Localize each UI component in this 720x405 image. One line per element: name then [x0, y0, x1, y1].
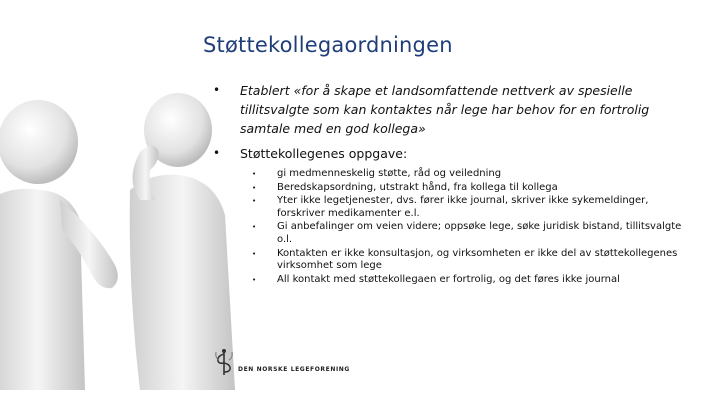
bullet-icon: • — [252, 249, 257, 258]
list-item: • Etablert «for å skape et landsomfattende nettverk av spesielle tillitsvalgte som kan kontaktes når lege har behov for en fortrolig samtale med en god kollega» — [213, 83, 650, 136]
bullet-icon: • — [252, 275, 257, 284]
two-figures-illustration — [0, 90, 240, 390]
list-item: • Kontakten er ikke konsultasjon, og virksomheten er ikke del av støttekollegenes virksomhet som lege — [252, 247, 678, 272]
bullet-icon: • — [252, 197, 257, 206]
bullet-icon: • — [213, 83, 221, 97]
list-item: • Beredskapsordning, utstrakt hånd, fra kollega til kollega — [252, 181, 558, 193]
bullet-icon: • — [252, 183, 257, 192]
slide-title: Støttekollegaordningen — [203, 33, 453, 57]
bullet-icon: • — [252, 223, 257, 232]
bullet-list — [213, 81, 693, 163]
legeforening-logo-icon — [213, 348, 235, 376]
list-item: • Støttekollegenes oppgave: — [213, 146, 408, 161]
list-item: • Gi anbefalinger om veien videre; oppsøke lege, søke juridisk bistand, tillitsvalgte o.l. — [252, 221, 682, 245]
list-item: • gi medmenneskelig støtte, råd og veiledning — [252, 168, 502, 179]
sub-bullet-list — [252, 168, 692, 287]
left-figure-icon — [0, 100, 118, 390]
bullet-icon: • — [252, 170, 257, 178]
bullet-icon: • — [213, 146, 221, 160]
list-item: • All kontakt med støttekollegaen er fortrolig, og det føres ikke journal — [252, 273, 620, 285]
list-item: • Yter ikke legetjenester, dvs. fører ikke journal, skriver ikke sykemeldinger, forskriver medikamenter e.l. — [252, 195, 649, 219]
logo-text: DEN NORSKE LEGEFORENING — [238, 366, 350, 373]
